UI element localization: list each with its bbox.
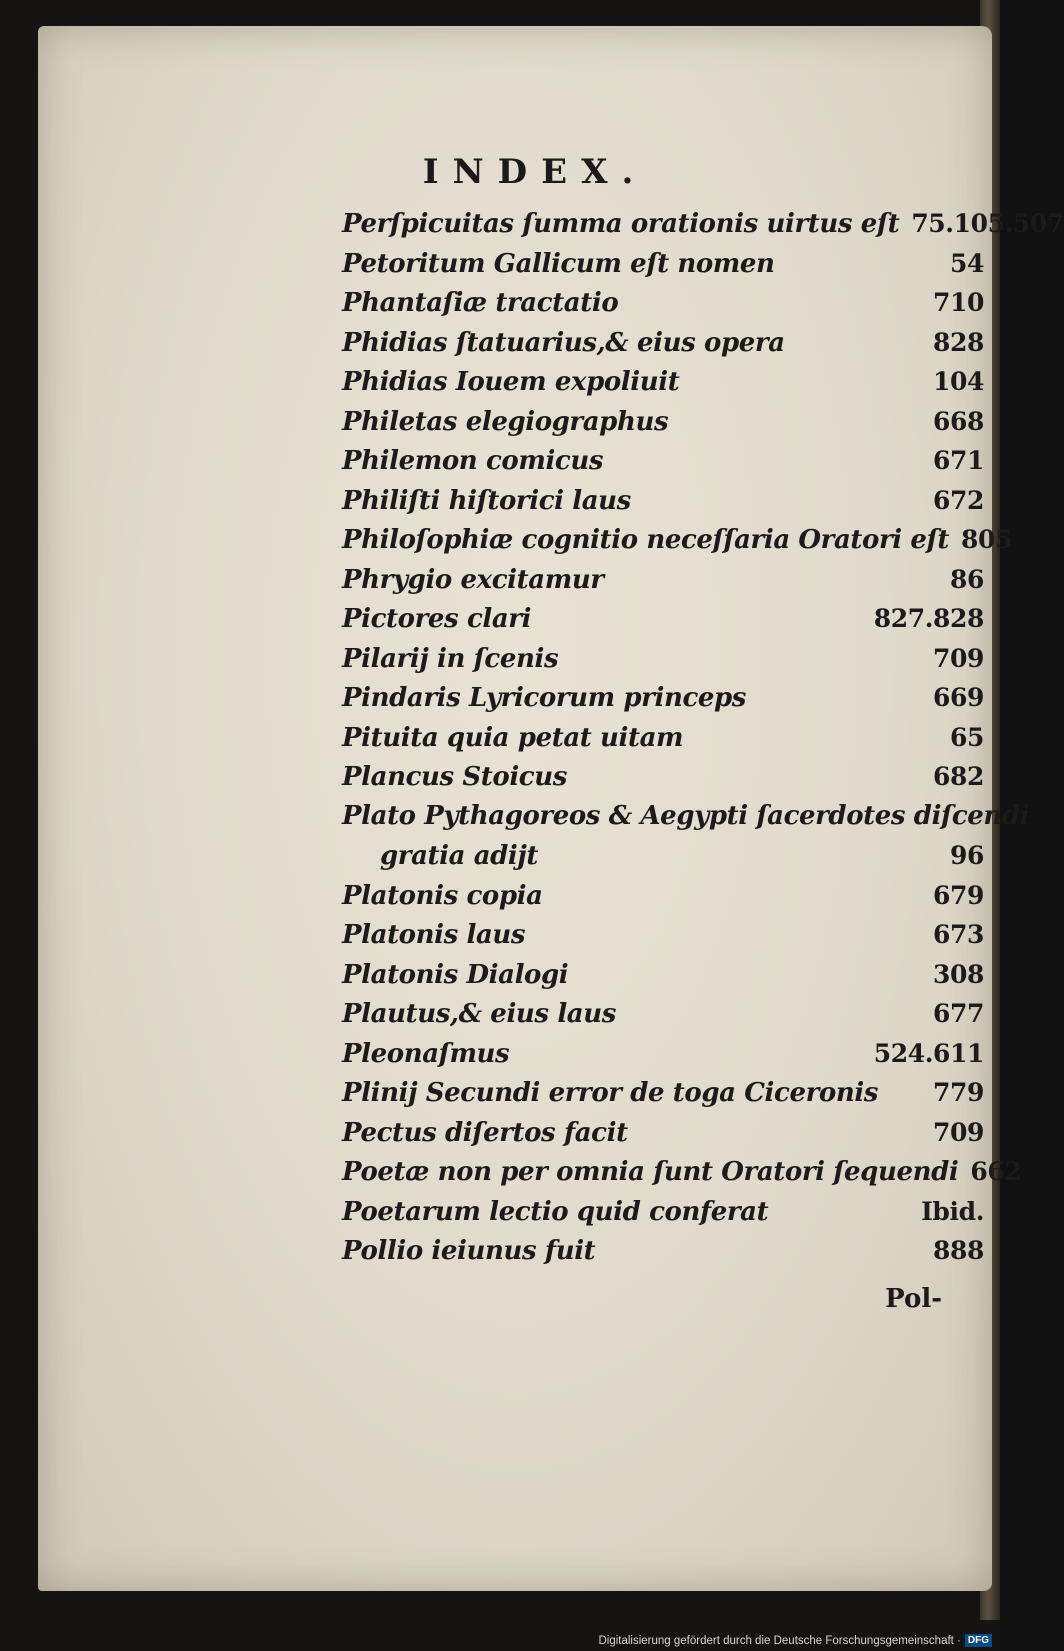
index-entry (342, 1152, 1022, 1192)
index-term: Phidias ſtatuarius,& eius opera (342, 327, 785, 358)
index-term: Pollio ieiunus fuit (342, 1236, 596, 1266)
index-term: Pituita quia petat uitam (342, 722, 684, 753)
index-page-ref: 54 (950, 248, 984, 278)
index-entry-continuation (342, 836, 984, 876)
page-title: INDEX. (422, 152, 648, 192)
index-entry (342, 915, 984, 955)
index-page-ref: 86 (950, 564, 984, 594)
index-term: Phantaſiæ tractatio (342, 288, 619, 318)
index-term: Pectus diſertos facit (342, 1117, 628, 1148)
index-term: Phidias Iouem expoliuit (342, 367, 680, 397)
index-page-ref: 677 (933, 999, 984, 1028)
index-page-ref: 673 (933, 920, 984, 949)
index-entry (342, 560, 984, 600)
index-entry (342, 757, 984, 797)
index-page-ref: Ibid. (921, 1196, 984, 1226)
index-page-ref: 75.105.507 (911, 209, 1064, 238)
index-entry (342, 402, 984, 442)
index-entry (342, 1113, 984, 1153)
index-entry (342, 718, 984, 758)
index-term: Pilarij in ſcenis (342, 643, 559, 674)
index-term: Pindaris Lyricorum princeps (342, 683, 747, 713)
index-page-ref: 709 (933, 1117, 984, 1147)
index-entry (342, 955, 984, 995)
index-entry (342, 362, 984, 402)
index-page-ref: 662 (970, 1157, 1022, 1186)
index-term: Philoſophiæ cognitio neceſſaria Oratori eſt (342, 525, 949, 555)
index-page-ref: 827.828 (873, 604, 984, 633)
index-entry (342, 1034, 984, 1074)
index-entry (342, 244, 984, 284)
index-page-ref: 669 (933, 683, 984, 712)
index-entry (342, 204, 1064, 244)
index-page-ref: 668 (933, 406, 984, 436)
index-page-ref: 672 (933, 485, 984, 515)
index-term: Philetas elegiographus (342, 406, 669, 437)
index-entry (342, 678, 984, 718)
index-term: Poetarum lectio quid conferat (342, 1196, 769, 1227)
index-page-ref: 710 (933, 288, 984, 317)
index-list (342, 204, 1064, 1271)
index-entry (342, 1073, 984, 1113)
index-term: Platonis Dialogi (342, 959, 569, 990)
credit-text: Digitalisierung gefördert durch die Deutsche Forschungsgemeinschaft · (598, 1634, 961, 1647)
index-term: Platonis laus (342, 920, 526, 950)
index-term: Phrygio excitamur (342, 564, 604, 595)
catchword: Pol- (885, 1284, 942, 1314)
index-term: Petoritum Gallicum eſt nomen (342, 248, 775, 279)
dfg-logo: DFG (965, 1634, 992, 1647)
index-term: Pleonaſmus (342, 1038, 510, 1069)
index-page-ref: 682 (933, 762, 984, 791)
index-entry (342, 994, 984, 1034)
index-term: Philiſti hiſtorici laus (342, 485, 631, 516)
index-page-ref: 65 (950, 722, 984, 752)
index-entry (342, 283, 984, 323)
index-term: Poetæ non per omnia ſunt Oratori ſequendi (342, 1157, 959, 1187)
index-page-ref: 709 (933, 643, 984, 673)
index-entry (342, 1192, 984, 1232)
index-page-ref: 779 (933, 1078, 984, 1107)
index-page-ref: 828 (933, 327, 984, 357)
index-page-ref: 96 (950, 841, 984, 870)
index-page-ref: 308 (933, 959, 984, 989)
book-page (38, 26, 1064, 1591)
index-term: Plancus Stoicus (342, 762, 567, 792)
index-entry (342, 876, 984, 916)
index-term: Perſpicuitas ſumma orationis uirtus eſt (342, 209, 900, 239)
index-term: Plato Pythagoreos & Aegypti ſacerdotes diſcendi (342, 800, 1030, 831)
index-entry (342, 1231, 984, 1271)
index-entry (342, 520, 1012, 560)
index-entry (342, 599, 984, 639)
index-page-ref: 524.611 (873, 1038, 984, 1068)
index-page-ref: 671 (933, 446, 984, 475)
index-page-ref: 805 (960, 525, 1012, 554)
index-entry (342, 441, 984, 481)
index-term: Pictores clari (342, 604, 532, 634)
index-entry (342, 323, 984, 363)
index-term: gratia adijt (380, 841, 539, 871)
index-entry (342, 797, 1030, 837)
index-page-ref: 888 (933, 1236, 984, 1265)
index-term: Plinij Secundi error de toga Ciceronis (342, 1078, 879, 1108)
index-term: Plautus,& eius laus (342, 999, 616, 1029)
index-entry (342, 639, 984, 679)
digitization-credit (598, 1634, 992, 1647)
index-term: Platonis copia (342, 880, 543, 911)
index-entry (342, 481, 984, 521)
index-page-ref: 104 (933, 367, 984, 396)
index-page-ref: 679 (933, 880, 984, 910)
index-term: Philemon comicus (342, 446, 604, 476)
